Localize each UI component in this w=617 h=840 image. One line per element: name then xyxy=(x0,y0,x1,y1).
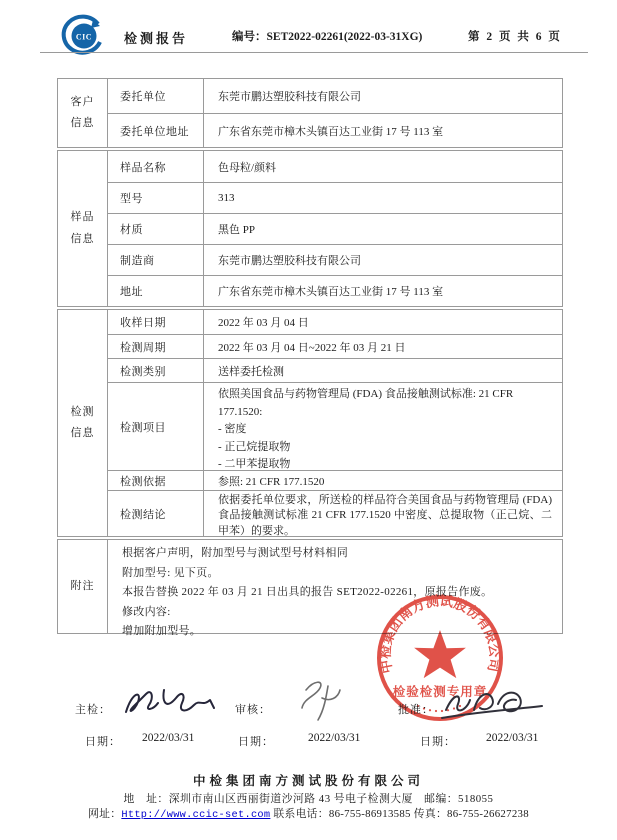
header-rule xyxy=(40,52,588,53)
test-item-line: - 密度 xyxy=(218,423,247,435)
table-row xyxy=(108,151,562,182)
field-value: 参照: 21 CFR 177.1520 xyxy=(218,475,325,488)
field-value: 送样委托检测 xyxy=(218,365,284,378)
field-label: 委托单位 xyxy=(108,79,204,113)
field-label: 制造商 xyxy=(108,245,204,275)
test-item-line: - 二甲苯提取物 xyxy=(218,458,291,470)
table-row xyxy=(108,113,562,147)
note-line: 附加型号: 见下页。 xyxy=(122,566,219,579)
table-row xyxy=(108,244,562,275)
field-label: 检测依据 xyxy=(108,471,204,490)
field-label: 检测项目 xyxy=(108,383,204,470)
inspector-date-label: 日期： xyxy=(85,736,121,748)
reviewer-label: 审核： xyxy=(235,704,271,716)
field-value: 313 xyxy=(218,192,235,204)
table-row xyxy=(108,213,562,244)
field-label: 收样日期 xyxy=(108,310,204,334)
table-row xyxy=(108,490,562,536)
field-value: 广东省东莞市樟木头镇百达工业街 17 号 113 室 xyxy=(218,125,444,138)
table-row xyxy=(108,182,562,213)
test-item-line: 依照美国食品与药物管理局 (FDA) 食品接触测试标准: 21 CFR xyxy=(218,388,514,400)
seal-company-text: 中检集团南方测试股份有限公司 xyxy=(377,594,503,675)
table-row xyxy=(108,310,562,334)
footer-phone: 联系电话：86-755-86913585 xyxy=(273,808,411,820)
sample-group-label: 样品信息 xyxy=(58,151,108,306)
table-row xyxy=(108,358,562,382)
note-line: 修改内容: xyxy=(122,605,171,618)
test-item-line: - 正己烷提取物 xyxy=(218,440,291,453)
field-value: 2022 年 03 月 04 日 xyxy=(218,317,309,329)
field-label: 样品名称 xyxy=(108,151,204,182)
footer-contact-line xyxy=(0,806,617,821)
test-items-cell xyxy=(204,383,562,470)
customer-section xyxy=(57,78,563,148)
field-value: 色母粒/颜料 xyxy=(218,161,277,174)
test-group-label: 检测信息 xyxy=(58,310,108,536)
customer-group-label: 客户信息 xyxy=(58,79,108,147)
test-section xyxy=(57,309,563,537)
report-number-label: 编号： xyxy=(232,31,267,43)
star-icon xyxy=(414,630,466,678)
field-value: 东莞市鹏达塑胶科技有限公司 xyxy=(218,91,361,103)
table-row xyxy=(108,275,562,306)
inspector-label: 主检： xyxy=(75,704,111,716)
table-row xyxy=(108,382,562,470)
field-label: 材质 xyxy=(108,214,204,244)
footer-fax: 传真：86-755-26627238 xyxy=(413,808,529,820)
notes-group-label: 附注 xyxy=(58,540,108,633)
sample-section xyxy=(57,150,563,307)
inspector-signature xyxy=(118,682,218,724)
field-label: 委托单位地址 xyxy=(108,114,204,147)
conclusion-cell: 依据委托单位要求，所送检的样品符合美国食品与药物管理局 (FDA) 食品接触测试标准 21 CFR 177.1520 中密度、总提取物（正己烷、二甲苯）的要求。 xyxy=(218,494,552,537)
table-row xyxy=(108,79,562,113)
seal-type-text: 检验检测专用章 xyxy=(392,685,488,699)
report-title: 检测报告 xyxy=(124,31,189,46)
field-label: 型号 xyxy=(108,183,204,213)
footer-address: 地 址：深圳市南山区西丽街道沙河路 43 号电子检测大厦 邮编：518055 xyxy=(123,793,494,805)
test-item-line: 177.1520: xyxy=(218,405,263,418)
field-label: 检测周期 xyxy=(108,335,204,358)
field-value: 黑色 PP xyxy=(218,224,255,236)
field-label: 检测类别 xyxy=(108,359,204,382)
note-line: 根据客户声明，附加型号与测试型号材料相同 xyxy=(122,547,348,559)
inspector-date: 2022/03/31 xyxy=(142,732,195,744)
table-row xyxy=(108,334,562,358)
field-value: 东莞市鹏达塑胶科技有限公司 xyxy=(218,255,361,267)
footer-company: 中检集团南方测试股份有限公司 xyxy=(192,774,424,788)
logo-text: CIC xyxy=(75,32,93,42)
field-label: 检测结论 xyxy=(108,491,204,536)
approver-signature xyxy=(438,686,548,730)
page-indicator: 第 2 页 共 6 页 xyxy=(468,31,562,43)
footer-website-link[interactable]: Http://www.ccic-set.com xyxy=(121,809,271,821)
info-table xyxy=(57,78,563,636)
reviewer-signature xyxy=(288,676,358,724)
approver-date: 2022/03/31 xyxy=(486,732,539,744)
table-row xyxy=(108,470,562,490)
note-line: 本报告替换 2022 年 03 月 21 日出具的报告 SET2022-02261，原报告作废。 xyxy=(122,586,493,599)
reviewer-date-label: 日期： xyxy=(238,736,274,748)
field-label: 地址 xyxy=(108,276,204,306)
footer-website-label: 网址： xyxy=(88,808,122,820)
field-value: 2022 年 03 月 04 日~2022 年 03 月 21 日 xyxy=(218,341,406,354)
approver-date-label: 日期： xyxy=(420,736,456,748)
note-line: 增加附加型号。 xyxy=(122,625,202,638)
approver-label: 批准： xyxy=(398,704,434,716)
report-number-value: SET2022-02261(2022-03-31XG) xyxy=(266,31,423,43)
reviewer-date: 2022/03/31 xyxy=(308,732,361,744)
report-number xyxy=(232,28,422,44)
field-value: 广东省东莞市樟木头镇百达工业街 17 号 113 室 xyxy=(218,286,444,298)
